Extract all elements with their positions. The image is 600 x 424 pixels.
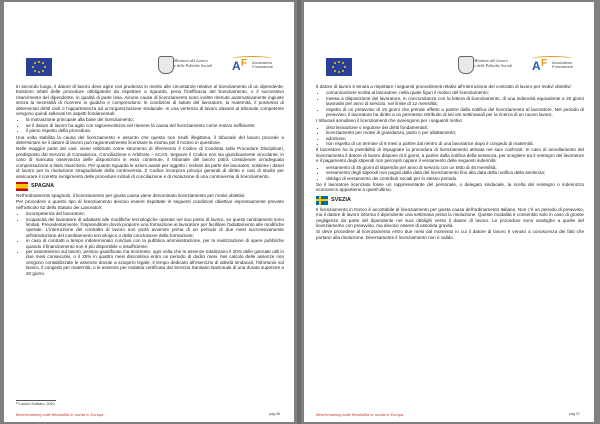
list-item: • licenziamento per motivi di gravidanza, parto o per allattamento; — [326, 130, 584, 135]
bullet-list — [316, 90, 584, 117]
ministry-name — [174, 58, 224, 68]
list-item: • il pieno rispetto della procedura. — [26, 128, 284, 133]
footnote: ¹² Lavoro Solidaro, 2010 — [16, 402, 55, 406]
list-item: • obbligo di versamento dei contributi sociali per lo stesso periodo. — [326, 176, 584, 181]
paragraph: Se il lavoratore licenziato fosse un rappresentante del personale, o delegato sindacale, la scelta del reintegro o indennizzo economico appartiene a quest'ultimo. — [316, 181, 584, 193]
footer-title: Benchmarking sulle flessibilità in uscita in Europa — [316, 412, 404, 417]
country-heading — [316, 196, 584, 205]
ministry-name — [474, 58, 524, 68]
footer-title: Benchmarking sulle flessibilità in uscita in Europa — [16, 412, 104, 417]
paragraph: Si deve procedere al licenziamento entro due mesi dal momento in cui il datore di lavoro è venuto a conoscenza dei fatti che portano alla risoluzione. Diversamente il licenziamento non è valido. — [316, 229, 584, 240]
footnote-divider — [16, 400, 56, 401]
list-item: • versamento di 45 giorni di stipendio per anno di servizio con un tetto di 45 mensilità; — [326, 165, 584, 170]
list-item: • adozione; — [326, 136, 584, 141]
bullet-list — [316, 165, 584, 181]
left-body — [16, 84, 284, 277]
sweden-flag-icon — [316, 196, 328, 205]
list-item: • incompetenza del lavoratore; — [26, 211, 284, 216]
spain-flag-icon — [16, 182, 28, 191]
eu-flag-icon — [326, 58, 352, 76]
paragraph: Il licenziamento in tronco è accettabile al licenziamento per giusta causa dell'ordinamento italiano. Non c'è un periodo di preavviso, ma il datore di lavoro informa il dipendente una settimana prima la risoluzione. Queste modalità è consentito solo in caso di grosse negligenze da parte del dipendente nei suoi obblighi verso il datore di lavoro. Le procedure sono analoghe a quelle del licenziamento con preavviso, ma devono essere di assoluta gravità. — [316, 206, 584, 228]
arcobaleno-logo: A F Arcobaleno Formazione — [532, 58, 574, 73]
paragraph: Una volta stabilita la causa del licenziamento e assunto che questa non risulti illegittima, il tribunale del lavoro procede a determinare se il datore di lavoro può ragionevolmente licenziare la risorsa per il motivo in questione. — [16, 134, 284, 146]
page-number: pag.36 — [269, 412, 280, 416]
logo-text: Arcobaleno Formazione — [252, 60, 274, 69]
bullet-list — [16, 117, 284, 133]
paragraph: Nelle maggior parte dei casi, viene utilizzato come strumento di riferimento il Codice di Condotta sulle Procedure Disciplinari, predisposto dal Servizio di Consulenza, Conciliazione e Arbitrato – ACAS. Seppure il Codice non sia giuridicamente vincolante, in caso di mancata osservanza delle disposizioni in esso contenute, il tribunale del lavoro potrà considerare un'adeguata compensazione a titolo risarcitorio. Per quanto riguarda le azioni avanti per oggetto i reclami da parte dei lavoratori, sostiene i datori di lavoro per la risoluzione stragiudiziale della controversia. Il Codice incorpora principi generali di diritto e casi di studio per assicurare il corretto svolgimento delle procedure iniziali di conciliazione e di risoluzione di una controversia di licenziamento. — [16, 146, 284, 179]
list-item: • comunicazione scritta al lavoratore, nella quale figuri il motivo del licenziamento; — [326, 90, 584, 95]
paragraph: I tribunali annullano il licenziamenti che avvengono per i seguenti motivi: — [316, 118, 463, 124]
ministry-emblem-icon — [158, 56, 174, 74]
ministry-line1: Ministero del Lavoro — [474, 58, 508, 63]
right-body — [316, 84, 584, 241]
list-item: • discriminazione o regulone dei diritti fondamentali; — [326, 125, 584, 130]
paragraph: Il datore di lavoro è tenuto a rispettare i seguenti procedimenti relativi all'interruzione del contratto di lavoro per motivi obiettivi: — [316, 84, 572, 89]
right-page — [304, 2, 594, 422]
list-item: • rispetto di un preavviso di 15 giorni che prende effetto a partire dalla notifica del licenziamento al lavoratore. Nel periodo di preavviso, il lavoratore ha diritto a un permesso retribuito di sei ore settimanali per la ricerca di un nuovo lavoro. — [326, 107, 584, 118]
list-item: • messa a disposizione del lavoratore, in concomitanza con la lettera di licenziamento, di una indennità equivalente a 20 giorni lavorativi per anno di servizio, nel limite di 12 mensilità; — [326, 96, 584, 107]
logo-text: Arcobaleno Formazione — [552, 60, 574, 69]
paragraph: Il lavoratore ha la possibilità di impugnare la procedura di licenziamento attivata nei suoi confronti. In caso di annullamento del licenziamento il datore di lavoro dispone di 5 giorni, a partire dalla notifica della sentenza, per scegliere tra il reintegro del lavoratore e il pagamento degli stipendi non percepiti oppure il versamento delle seguenti indennità: — [316, 147, 584, 164]
list-item: • incapacità del lavoratore di adattarsi alle modifiche tecnologiche operate nel suo posto di lavoro, se questi cambiamenti sono limitati. Precedentemente, l'imprenditore dovrà proporre una formazione al lavoratore per facilitare l'adattamento alle modifiche operate. L'interruzione del contratto di lavoro non potrà avvenire prima di un periodo di due mesi successivamente all'introduzione del cambiamento tecnologico o della conclusione della formazione; — [26, 217, 284, 239]
list-item: • in caso di contratti a tempo indeterminato conclusi con la pubblica amministrazione, per la realizzazione di opere pubbliche quando il finanziamento non è più disponibile o insufficiente; — [26, 238, 284, 249]
arcobaleno-logo: A F Arcobaleno Formazione — [232, 58, 274, 73]
page-header — [310, 6, 588, 78]
page-gutter — [297, 0, 301, 424]
list-item: • non rispetto di un termine di 9 mesi a partire dal rientro di una lavoratrice dopo il congedo di maternità. — [326, 141, 584, 146]
ministry-emblem-icon — [458, 56, 474, 74]
list-item: • versamento degli stipendi non pagati dalla data del licenziamento fino alla data della notifica della sentenza; — [326, 170, 584, 175]
left-page — [4, 2, 294, 422]
ministry-line2: e delle Politiche Sociali — [474, 63, 513, 68]
paragraph: In secondo luogo, il datore di lavoro deve agire con prudenza in merito alle circostanze relative al licenziamento di un dipendente. Esistono infatti delle procedure obbligatorie da rispettare a riguardo, pena l'inefficacia del licenziamento, o il successivo risarcimento del dipendente, in qualità di parte lesa. Alcune cause di licenziamento sono inoltre ritenute automaticamente ingiuste senza la necessità di ricorrere in giudizio e comprendono: le condizioni di salute del lavoratore, la maternità, il possesso di determinati diritti civili o l'appartenenza ad un'organizzazione sindacale. In una vertenza di lavoro davanti al tribunale competente vengono quindi sollevati tre aspetti fondamentali: — [16, 84, 284, 117]
page-number: pag.37 — [569, 412, 580, 416]
list-item: • per assenteismo sul lavoro, persino giustificato ma ricorrente, ogni volta che le assenze totalizzano il 20% delle giornate utili in due mesi consecutivi, o il 25% in quattro mesi discontinui entro un periodo di dodici mesi. Nel calcolo delle assenze non vengono contabilizzate le assenze dovute a sciopero legale, il tempo dedicato all'esercizio di attività sindacali, l'infortunio sul lavoro, il congedo per maternità, o le assenze per malattia certificata dal Servizio Sanitario Nazionale di una durata superiore a 20 giorni. — [26, 249, 284, 276]
paragraph: Nell'ordinamento spagnolo, il licenziamento per giusta causa viene denominato licenziamento per motivi obiettivi. — [16, 192, 246, 198]
ministry-line1: Ministero del Lavoro — [174, 58, 208, 63]
list-item: • la motivazione principale alla base del licenziamento; — [26, 117, 284, 122]
eu-flag-icon — [26, 58, 52, 76]
bullet-list — [16, 211, 284, 276]
ministry-line2: e delle Politiche Sociali — [174, 63, 213, 68]
list-item: • se il datore di lavoro ha agito con ragionevolezza nel ritenere la causa del licenziamento come motivo sufficiente; — [26, 123, 284, 128]
country-name: SPAGNA — [31, 182, 55, 189]
country-heading — [16, 182, 284, 191]
bullet-list — [316, 125, 584, 147]
country-name: SVEZIA — [331, 196, 351, 203]
paragraph: Per procedere a questo tipo di licenziamento devono essere rispettate le seguenti condizioni obiettive espressamente previste nell'articolo 52 dello Statuto dei Lavoratori: — [16, 199, 284, 210]
page-header — [10, 6, 288, 78]
